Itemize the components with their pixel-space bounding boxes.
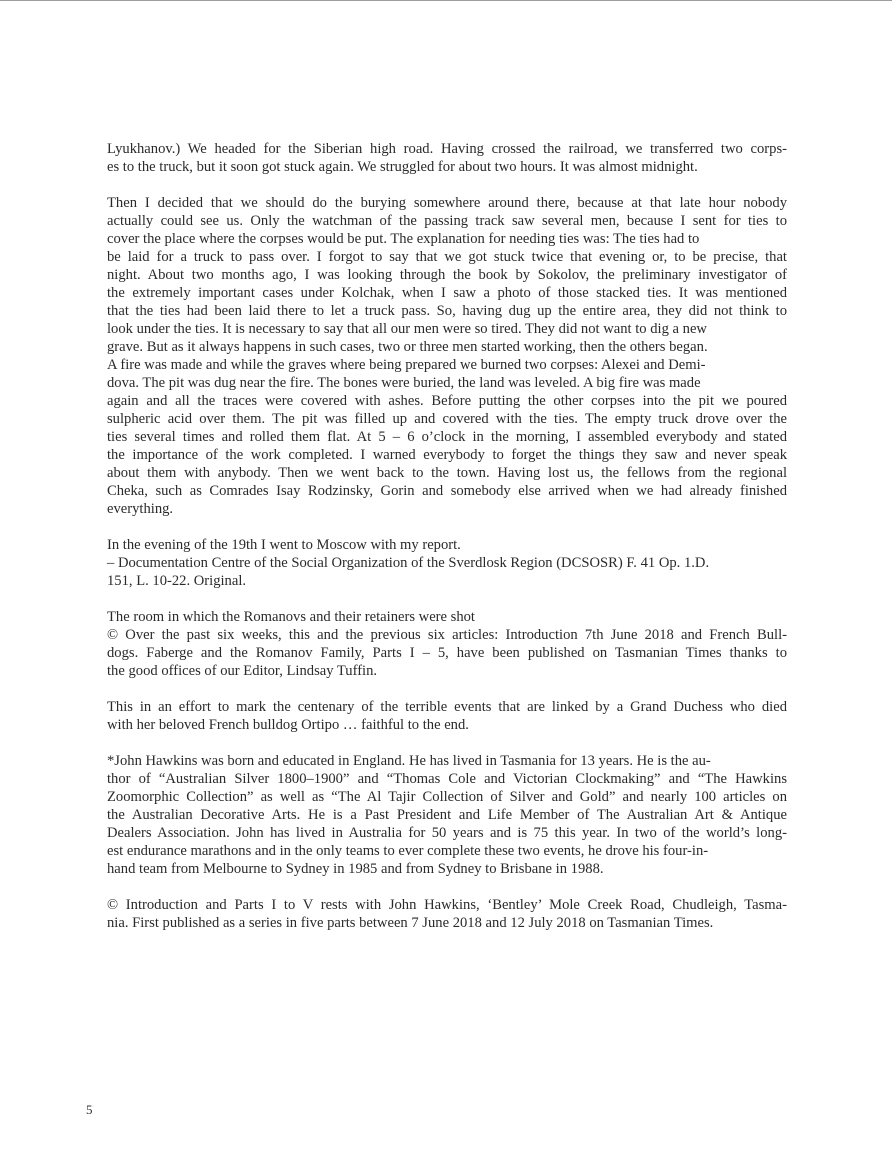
- text-line: the importance of the work completed. I warned everybody to forget the things they saw and never speak: [107, 447, 787, 463]
- text-line: thor of “Australian Silver 1800–1900” and “Thomas Cole and Victorian Clockmaking” and “The Hawkins: [107, 771, 787, 787]
- page-number: 5: [86, 1102, 93, 1117]
- paragraph-burying: [107, 194, 787, 518]
- text-line: A fire was made and while the graves where being prepared we burned two corpses: Alexei and Demi-: [107, 357, 706, 373]
- text-line: This in an effort to mark the centenary of the terrible events that are linked by a Grand Duchess who died: [107, 699, 787, 715]
- text-line: grave. But as it always happens in such cases, two or three men started working, then the others began.: [107, 339, 708, 355]
- text-line: © Over the past six weeks, this and the previous six articles: Introduction 7th June 2018 and French Bull-: [107, 627, 787, 643]
- text-line: everything.: [107, 501, 174, 517]
- text-line: cover the place where the corpses would be put. The explanation for needing ties was: The ties had to: [107, 231, 700, 247]
- text-line: ties several times and rolled them flat. At 5 – 6 o’clock in the morning, I assembled everybody and stated: [107, 429, 787, 445]
- top-rule: [0, 0, 892, 1]
- text-line: *John Hawkins was born and educated in England. He has lived in Tasmania for 13 years. He is the au-: [107, 753, 711, 769]
- text-line: about them with anybody. Then we went back to the town. Having lost us, the fellows from the regional: [107, 465, 787, 481]
- text-line: In the evening of the 19th I went to Moscow with my report.: [107, 537, 461, 553]
- text-line: – Documentation Centre of the Social Organization of the Sverdlosk Region (DCSOSR) F. 41 Op. 1.D.: [107, 555, 710, 571]
- text-line: est endurance marathons and in the only teams to ever complete these two events, he drove his four-in-: [107, 843, 709, 859]
- text-line: dova. The pit was dug near the fire. The bones were buried, the land was leveled. A big fire was made: [107, 375, 701, 391]
- text-line: that the ties had been laid there to let a truck pass. So, having dug up the entire area, they did not think to: [107, 303, 787, 319]
- text-line: with her beloved French bulldog Ortipo … faithful to the end.: [107, 717, 469, 733]
- page-body: [107, 140, 787, 950]
- text-line: Lyukhanov.) We headed for the Siberian high road. Having crossed the railroad, we transferred two corps-: [107, 141, 787, 157]
- text-line: © Introduction and Parts I to V rests with John Hawkins, ‘Bentley’ Mole Creek Road, Chudleigh, Tasma-: [107, 897, 787, 913]
- text-line: dogs. Faberge and the Romanov Family, Parts I – 5, have been published on Tasmanian Times thanks to: [107, 645, 787, 661]
- paragraph-caption-credits: [107, 608, 787, 680]
- text-line: night. About two months ago, I was looking through the book by Sokolov, the preliminary investigator of: [107, 267, 787, 283]
- image-caption: The room in which the Romanovs and their retainers were shot: [107, 609, 475, 625]
- paragraph-author-bio: [107, 752, 787, 878]
- text-line: Then I decided that we should do the burying somewhere around there, because at that late hour nobody: [107, 195, 787, 211]
- paragraph-highroad: [107, 140, 787, 176]
- text-line: Zoomorphic Collection” as well as “The Al Tajir Collection of Silver and Gold” and nearly 100 articles on: [107, 789, 787, 805]
- text-line: hand team from Melbourne to Sydney in 1985 and from Sydney to Brisbane in 1988.: [107, 861, 604, 877]
- text-line: nia. First published as a series in five parts between 7 June 2018 and 12 July 2018 on Tasmanian Times.: [107, 915, 714, 931]
- text-line: the good offices of our Editor, Lindsay Tuffin.: [107, 663, 378, 679]
- text-line: actually could see us. Only the watchman of the passing track saw several men, because I sent for ties to: [107, 213, 787, 229]
- paragraph-copyright: [107, 896, 787, 932]
- text-line: the extremely important cases under Kolchak, when I saw a photo of those stacked ties. It was mentioned: [107, 285, 787, 301]
- text-line: again and all the traces were covered with ashes. Before putting the other corpses into the pit we poured: [107, 393, 787, 409]
- text-line: Dealers Association. John has lived in Australia for 50 years and is 75 this year. In two of the world’s long-: [107, 825, 787, 841]
- text-line: 151, L. 10-22. Original.: [107, 573, 247, 589]
- text-line: sulpheric acid over them. The pit was filled up and covered with the ties. The empty truck drove over the: [107, 411, 787, 427]
- paragraph-moscow-report: [107, 536, 787, 590]
- paragraph-centenary: [107, 698, 787, 734]
- text-line: es to the truck, but it soon got stuck again. We struggled for about two hours. It was almost midnight.: [107, 159, 698, 175]
- text-line: look under the ties. It is necessary to say that all our men were so tired. They did not want to dig a new: [107, 321, 707, 337]
- text-line: Cheka, such as Comrades Isay Rodzinsky, Gorin and somebody else arrived when we had already finished: [107, 483, 787, 499]
- text-line: be laid for a truck to pass over. I forgot to say that we got stuck twice that evening or, to be precise, that: [107, 249, 787, 265]
- text-line: the Australian Decorative Arts. He is a Past President and Life Member of The Australian Art & Antique: [107, 807, 787, 823]
